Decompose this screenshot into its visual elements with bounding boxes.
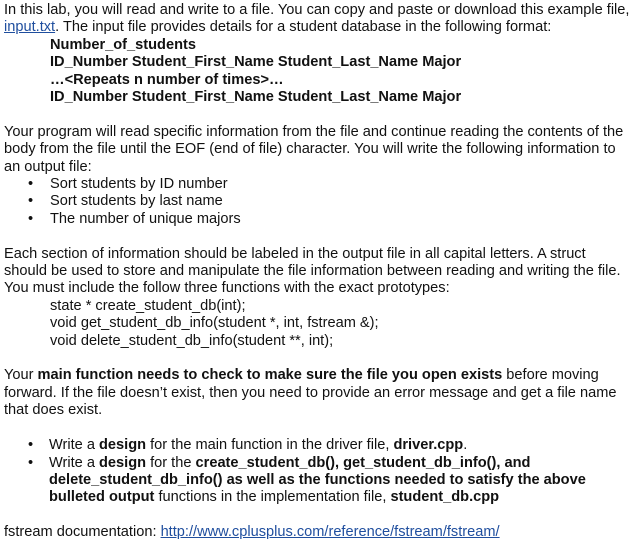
prototype-line: state * create_student_db(int);: [50, 297, 246, 314]
prototype-line: void delete_student_db_info(student **, int);: [50, 332, 334, 349]
intro-paragraph: [4, 2, 630, 37]
prototype-block: [4, 298, 630, 350]
list-item: • The number of unique majors: [4, 211, 630, 228]
prototype-line: void get_student_db_info(student *, int, fstream &);: [50, 315, 379, 332]
format-line: Number_of_students: [50, 36, 196, 53]
intro-text-2: . The input file provides details for a student database in the following format:: [55, 19, 552, 36]
intro-text: In this lab, you will read and write to a file. You can copy and paste or download this example file,: [4, 2, 630, 18]
list-item: • Write a design for the create_student_db(), get_student_db_info(), and delete_student_db_info() as well as the functions needed to satisfy the above bulleted output functions in the implementation file, student_db.cpp: [28, 455, 630, 507]
footer-paragraph: [4, 524, 630, 541]
fstream-doc-link[interactable]: http://www.cplusplus.com/reference/fstream/fstream/: [160, 524, 500, 541]
output-list: [4, 176, 630, 228]
list-item: • Write a design for the main function in the driver file, driver.cpp.: [28, 437, 630, 454]
requirements-paragraph: Your program will read specific information from the file and continue reading the contents of the body from the file until the EOF (end of file) character. You will write the following information to an output file:: [4, 123, 624, 175]
format-line: ID_Number Student_First_Name Student_Last_Name Major: [50, 54, 462, 71]
list-item: • Sort students by last name: [4, 193, 630, 210]
format-line: …<Repeats n number of times>…: [50, 71, 284, 88]
struct-paragraph: Each section of information should be labeled in the output file in all capital letters. A struct should be used to store and manipulate the file information between reading and writing the file. You must include the follow three functions with the exact prototypes:: [4, 245, 621, 297]
list-item: • Sort students by ID number: [4, 176, 630, 193]
footer-label: fstream documentation:: [4, 524, 161, 541]
input-file-link[interactable]: input.txt: [4, 19, 56, 36]
main-function-paragraph: Your main function needs to check to make sure the file you open exists before moving forward. If the file doesn’t exist, then you need to provide an error message and get a file name that does exist.: [4, 367, 617, 419]
format-line: ID_Number Student_First_Name Student_Last_Name Major: [50, 89, 462, 106]
format-block: [4, 37, 630, 107]
task-list: [4, 437, 630, 507]
